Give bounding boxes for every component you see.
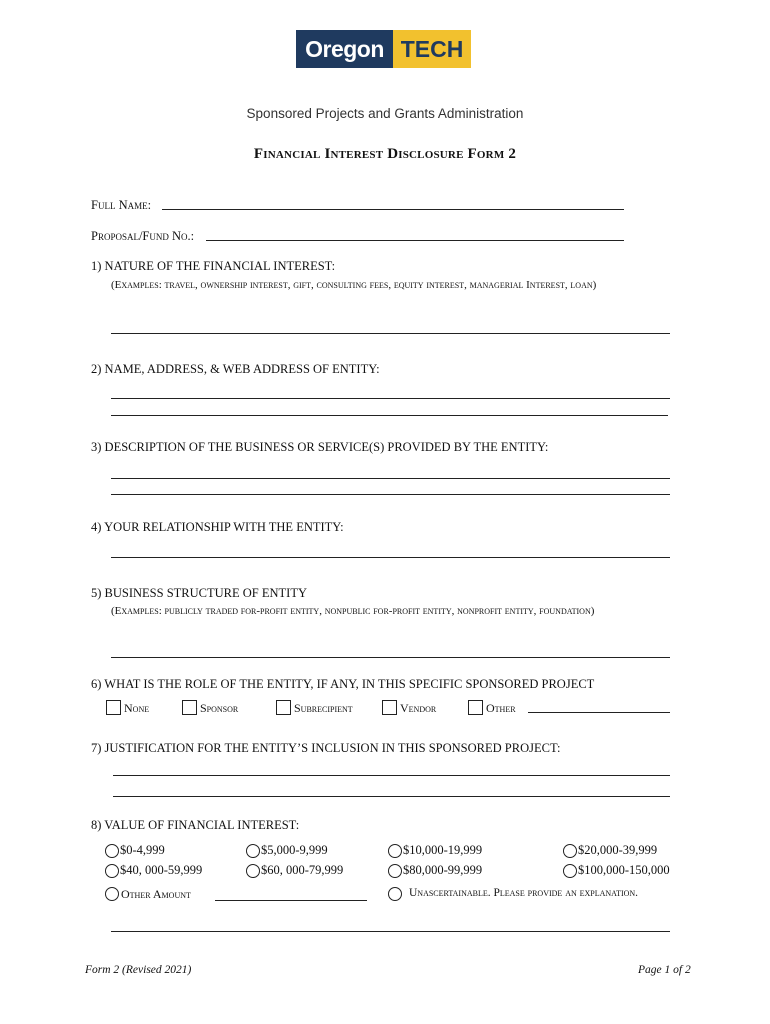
full-name-label: Full Name: [91, 198, 152, 212]
radio-value-100000-150000[interactable] [563, 864, 577, 878]
full-name-field[interactable] [162, 209, 624, 210]
question-1-examples: (Examples: travel, ownership interest, gift, consulting fees, equity interest, managerial Interest, loan) [111, 279, 597, 291]
proposal-fund-label: Proposal/Fund No.: [91, 229, 195, 243]
radio-unascertainable[interactable] [388, 887, 402, 901]
role-other-field[interactable] [528, 712, 670, 713]
question-4-answer-line[interactable] [111, 557, 670, 558]
question-8: 8) VALUE OF FINANCIAL INTEREST: [91, 818, 300, 832]
checkbox-sponsor[interactable] [182, 700, 197, 715]
role-subrecipient-label: Subrecipient [294, 701, 353, 715]
question-2: 2) NAME, ADDRESS, & WEB ADDRESS OF ENTITY: [91, 362, 380, 376]
radio-value-40000-59999[interactable] [105, 864, 119, 878]
footer-page-number: Page 1 of 2 [638, 964, 691, 976]
other-amount-field[interactable] [215, 900, 367, 901]
other-amount-label: Other Amount [121, 887, 191, 901]
question-5-answer-line[interactable] [111, 657, 670, 658]
radio-value-20000-39999[interactable] [563, 844, 577, 858]
logo-oregon-text: Oregon [296, 30, 393, 68]
question-7-answer-line-1[interactable] [113, 775, 670, 776]
unascertainable-label: Unascertainable. Please provide an explanation. [409, 887, 639, 899]
role-sponsor-label: Sponsor [200, 701, 239, 715]
proposal-fund-field[interactable] [206, 240, 624, 241]
question-3-answer-line-2[interactable] [111, 494, 670, 495]
question-3-answer-line-1[interactable] [111, 478, 670, 479]
value-60000-79999-label: $60, 000-79,999 [261, 863, 344, 877]
question-1: 1) NATURE OF THE FINANCIAL INTEREST: [91, 259, 336, 273]
question-3: 3) DESCRIPTION OF THE BUSINESS OR SERVICE(S) PROVIDED BY THE ENTITY: [91, 440, 549, 454]
value-0-4999-label: $0-4,999 [120, 843, 165, 857]
value-100000-150000-label: $100,000-150,000 [578, 863, 670, 877]
oregon-tech-logo [296, 30, 471, 68]
form-title: Financial Interest Disclosure Form 2 [253, 146, 517, 162]
radio-value-10000-19999[interactable] [388, 844, 402, 858]
question-2-answer-line-2[interactable] [111, 415, 668, 416]
value-5000-9999-label: $5,000-9,999 [261, 843, 328, 857]
question-7-answer-line-2[interactable] [113, 796, 670, 797]
checkbox-subrecipient[interactable] [276, 700, 291, 715]
role-none-label: None [124, 701, 150, 715]
role-vendor-label: Vendor [400, 701, 437, 715]
role-other-label: Other [486, 701, 516, 715]
footer-revision: Form 2 (Revised 2021) [85, 964, 192, 976]
department-name: Sponsored Projects and Grants Administration [246, 106, 524, 121]
question-1-answer-line[interactable] [111, 333, 670, 334]
value-20000-39999-label: $20,000-39,999 [578, 843, 658, 857]
logo-tech-text: TECH [393, 30, 471, 68]
value-80000-99999-label: $80,000-99,999 [403, 863, 483, 877]
radio-value-80000-99999[interactable] [388, 864, 402, 878]
value-10000-19999-label: $10,000-19,999 [403, 843, 483, 857]
question-6: 6) WHAT IS THE ROLE OF THE ENTITY, IF ANY, IN THIS SPECIFIC SPONSORED PROJECT [91, 677, 595, 691]
radio-value-5000-9999[interactable] [246, 844, 260, 858]
question-4: 4) YOUR RELATIONSHIP WITH THE ENTITY: [91, 520, 344, 534]
explanation-line[interactable] [111, 931, 670, 932]
checkbox-other[interactable] [468, 700, 483, 715]
question-7: 7) JUSTIFICATION FOR THE ENTITY’S INCLUSION IN THIS SPONSORED PROJECT: [91, 741, 561, 755]
checkbox-vendor[interactable] [382, 700, 397, 715]
checkbox-none[interactable] [106, 700, 121, 715]
radio-other-amount[interactable] [105, 887, 119, 901]
value-40000-59999-label: $40, 000-59,999 [120, 863, 203, 877]
question-2-answer-line-1[interactable] [111, 398, 670, 399]
radio-value-60000-79999[interactable] [246, 864, 260, 878]
radio-value-0-4999[interactable] [105, 844, 119, 858]
question-5-examples: (Examples: publicly traded for-profit entity, nonpublic for-profit entity, nonprofit entity, foundation) [111, 605, 595, 617]
question-5: 5) BUSINESS STRUCTURE OF ENTITY [91, 586, 307, 600]
